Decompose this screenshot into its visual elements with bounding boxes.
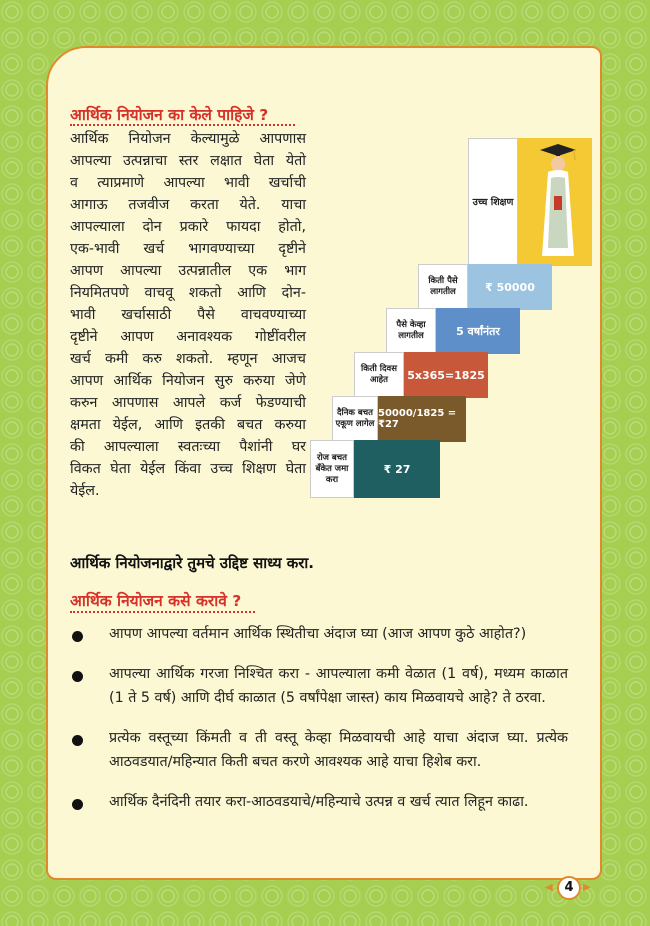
intro-line: आगाऊ तजवीज करता येते. याचा — [70, 197, 306, 213]
intro-line: आपल्या उत्पन्नाचा स्तर लक्षात घेता येतो — [70, 153, 306, 169]
intro-line: खर्च कमी करु शकतो. म्हणून आजच — [70, 351, 306, 367]
step-3-label: किती दिवस आहेत — [354, 352, 404, 398]
intro-line: क्षमता येईल, आणि इतकी बचत करुया — [70, 417, 306, 433]
steps-list — [68, 622, 568, 814]
heading-how-to-plan: आर्थिक नियोजन कसे करावे ? — [70, 592, 242, 610]
list-item — [68, 726, 568, 774]
intro-line: व त्याप्रमाणे आपल्या भावी खर्चाची — [70, 175, 306, 191]
intro-line: येईल. — [70, 483, 100, 499]
heading-why-plan: आर्थिक नियोजन का केले पाहिजे ? — [70, 106, 269, 124]
top-block-higher-education — [468, 138, 592, 266]
bullet-icon — [72, 631, 83, 642]
step-4-value: 5 वर्षांनंतर — [436, 308, 520, 354]
bullet-icon — [72, 735, 83, 746]
intro-line: आपण आपल्या उत्पन्नातील एक भाग — [70, 263, 306, 279]
step-2-value: 50000/1825 = ₹27 — [378, 396, 466, 442]
list-item — [68, 622, 568, 646]
step-5 — [418, 264, 552, 310]
heading-underline — [70, 611, 255, 613]
step-2-label: दैनिक बचत एकूण लागेल — [332, 396, 378, 442]
list-item-text: आपल्या आर्थिक गरजा निश्चित करा - आपल्याला कमी वेळात (1 वर्ष), मध्यम काळात (1 ते 5 वर्ष) आणि दीर्घ काळात (5 वर्षांपेक्षा जास्त) काय मिळवायचे आहे? ते ठरवा. — [109, 666, 568, 706]
intro-line: नियमितपणे वाचवू शकतो आणि दोन- — [70, 285, 306, 301]
intro-line: आपण आर्थिक नियोजन सुरु करुया जेणे — [70, 373, 306, 389]
savings-staircase-illustration — [310, 138, 592, 508]
step-1-value: ₹ 27 — [354, 440, 440, 498]
intro-line: भावी खर्चासाठी पैसे वाचवण्याच्या — [70, 307, 306, 323]
step-3 — [354, 352, 488, 398]
top-block-label: उच्च शिक्षण — [468, 138, 518, 266]
step-4 — [386, 308, 520, 354]
heading-underline — [70, 124, 295, 126]
list-item-text: आर्थिक दैनंदिनी तयार करा-आठवडयाचे/महिन्याचे उत्पन्न व खर्च त्यात लिहून काढा. — [109, 794, 529, 810]
step-1 — [310, 440, 440, 498]
bullet-icon — [72, 799, 83, 810]
step-5-value: ₹ 50000 — [468, 264, 552, 310]
intro-line: विकत घेता येईल किंवा उच्च शिक्षण घेता — [70, 461, 306, 477]
page-number: 4 — [557, 876, 581, 900]
intro-line: आपल्याला दोन प्रकारे फायदा होतो, — [70, 219, 306, 235]
list-item — [68, 790, 568, 814]
step-5-label: किती पैसे लागतील — [418, 264, 468, 310]
intro-paragraph — [70, 128, 306, 502]
intro-line: आर्थिक नियोजन केल्यामुळे आपणास — [70, 131, 306, 147]
list-item-text: प्रत्येक वस्तूच्या किंमती व ती वस्तू केव्हा मिळवायची आहे याचा अंदाज घ्या. प्रत्येक आठवडयात/महिन्यात किती बचत करणे आवश्यक आहे याचा हिशेब करा. — [109, 730, 568, 770]
step-4-label: पैसे केव्हा लागतील — [386, 308, 436, 354]
arrow-right-icon: ▶ — [583, 882, 591, 893]
arrow-left-icon: ◀ — [545, 882, 553, 893]
intro-line: की आपल्याला स्वतःच्या पैशांनी घर — [70, 439, 306, 455]
graduate-figure — [518, 138, 592, 266]
bullet-icon — [72, 671, 83, 682]
tagline: आर्थिक नियोजनाद्वारे तुमचे उद्दिष्ट साध्य करा. — [70, 554, 314, 572]
step-3-value: 5x365=1825 — [404, 352, 488, 398]
step-2 — [332, 396, 466, 442]
intro-line: दृष्टीने आपण अनावश्यक गोष्टींवरील — [70, 329, 306, 345]
list-item-text: आपण आपल्या वर्तमान आर्थिक स्थितीचा अंदाज घ्या (आज आपण कुठे आहोत?) — [109, 626, 527, 642]
step-1-label: रोज बचत बँकेत जमा करा — [310, 440, 354, 498]
intro-line: एक-भावी खर्च भागवण्याच्या दृष्टीने — [70, 241, 306, 257]
list-item — [68, 662, 568, 710]
intro-line: करुन आपणास आपले कर्ज फेडण्याची — [70, 395, 306, 411]
